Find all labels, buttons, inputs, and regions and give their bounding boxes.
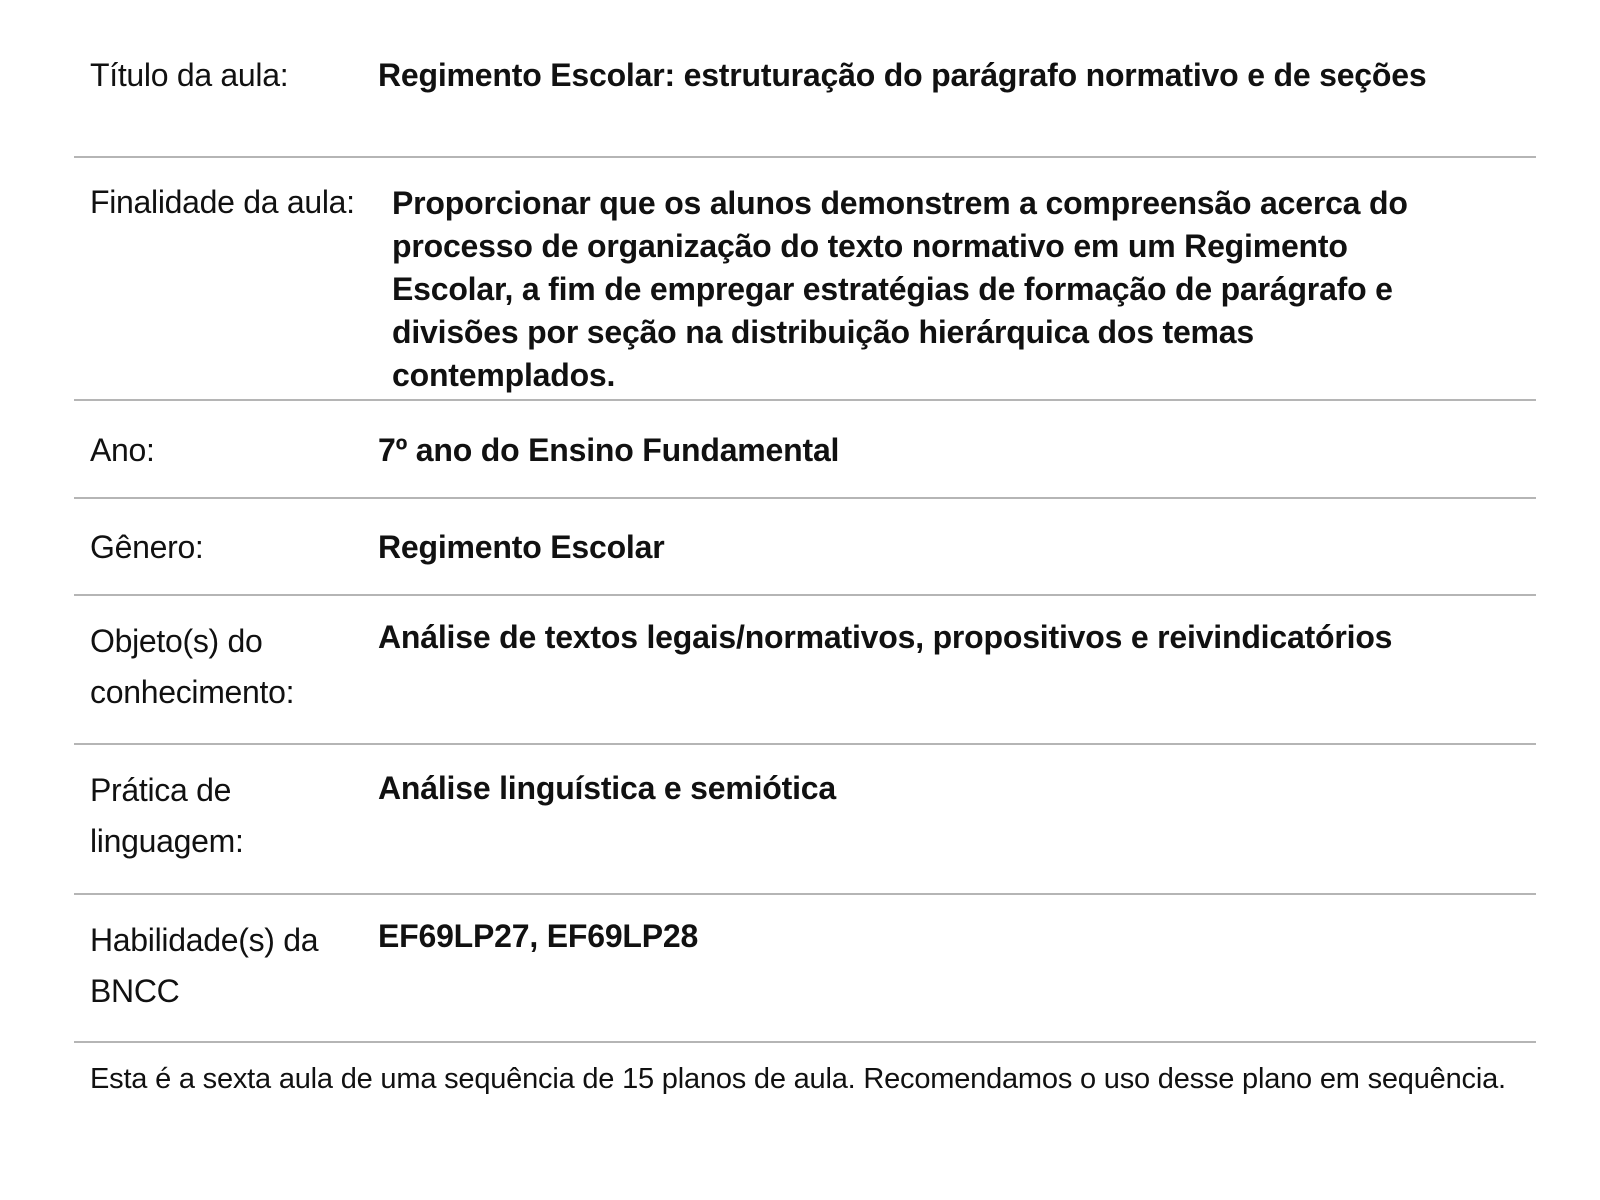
label-language-practice: Prática de linguagem: bbox=[90, 772, 244, 859]
label-school-year: Ano: bbox=[90, 432, 155, 468]
row-school-year bbox=[74, 401, 1536, 499]
row-lesson-title bbox=[74, 30, 1536, 158]
label-bncc-skills: Habilidade(s) da BNCC bbox=[90, 922, 319, 1009]
label-knowledge-objects: Objeto(s) do conhecimento: bbox=[90, 623, 295, 710]
sequence-note: Esta é a sexta aula de uma sequência de 15 planos de aula. Recomendamos o uso desse plano em sequência. bbox=[90, 1063, 1506, 1095]
value-school-year: 7º ano do Ensino Fundamental bbox=[378, 432, 840, 468]
row-language-practice bbox=[74, 745, 1536, 895]
value-language-practice: Análise linguística e semiótica bbox=[378, 770, 836, 806]
value-lesson-title: Regimento Escolar: estruturação do parágrafo normativo e de seções bbox=[378, 57, 1427, 93]
value-lesson-purpose: Proporcionar que os alunos demonstrem a compreensão acerca do processo de organização do texto normativo em um Regimento Escolar, a fim de empregar estratégias de formação de parágrafo e divisões por seção na distribuição hierárquica dos temas contemplados. bbox=[392, 185, 1408, 393]
row-genre bbox=[74, 499, 1536, 596]
value-knowledge-objects: Análise de textos legais/normativos, propositivos e reivindicatórios bbox=[378, 619, 1393, 655]
value-genre: Regimento Escolar bbox=[378, 529, 665, 565]
lesson-plan-table bbox=[74, 30, 1536, 1101]
row-lesson-purpose bbox=[74, 158, 1536, 401]
row-bncc-skills bbox=[74, 895, 1536, 1043]
label-lesson-title: Título da aula: bbox=[90, 57, 289, 93]
value-bncc-skills: EF69LP27, EF69LP28 bbox=[378, 918, 699, 954]
label-lesson-purpose: Finalidade da aula: bbox=[90, 184, 355, 220]
label-genre: Gênero: bbox=[90, 529, 204, 565]
row-knowledge-objects bbox=[74, 596, 1536, 745]
